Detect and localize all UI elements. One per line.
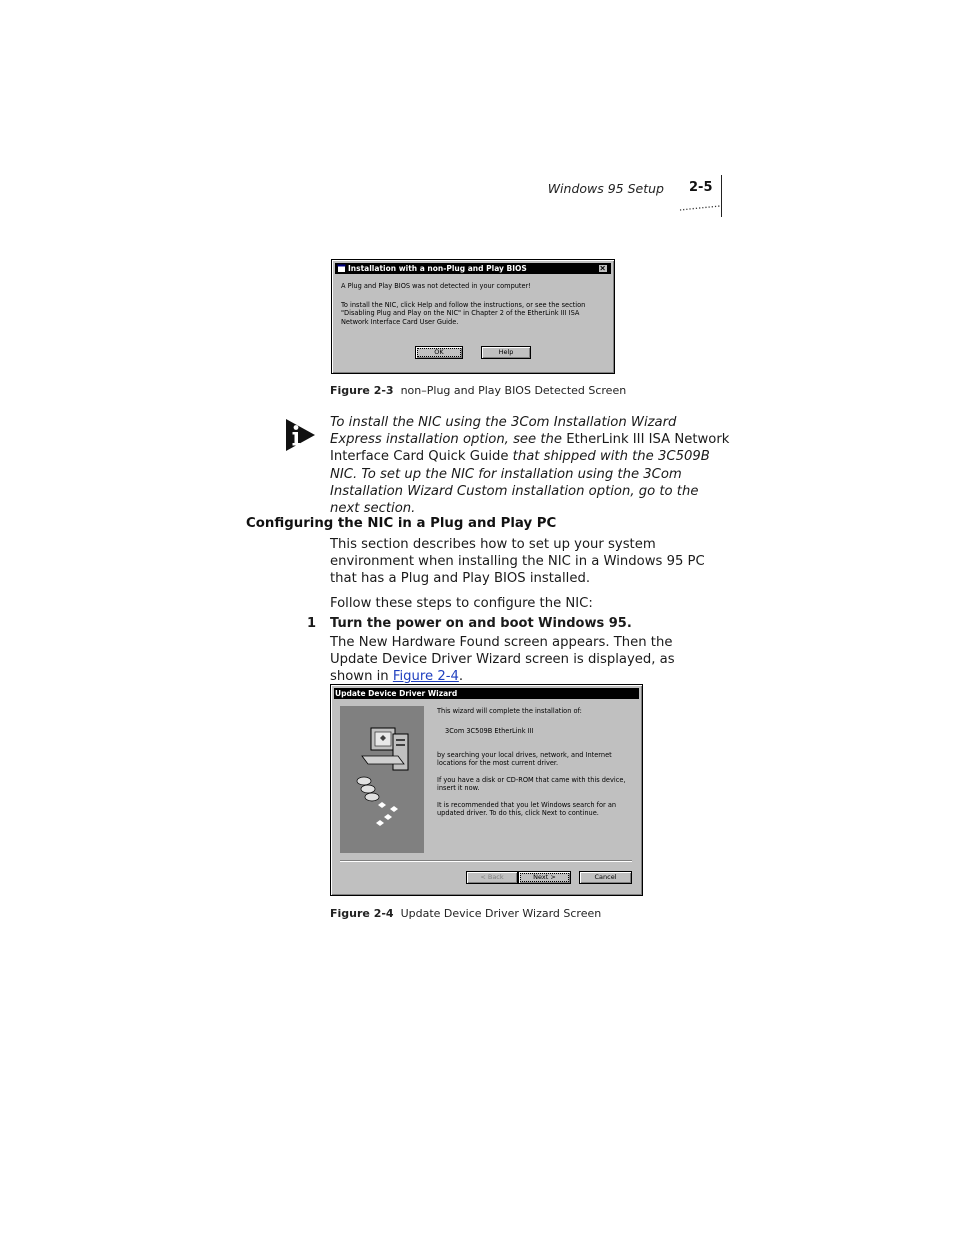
- ok-button[interactable]: OK: [415, 346, 463, 359]
- close-button[interactable]: [598, 264, 608, 273]
- steps-intro-paragraph: Follow these steps to configure the NIC:: [330, 596, 593, 611]
- wizard-illustration-panel: [340, 706, 424, 853]
- step-1-title: Turn the power on and boot Windows 95.: [330, 616, 632, 631]
- note-text-1: To install the NIC using the 3Com Installation Wizard Express installation option, see the: [330, 415, 677, 448]
- step-1-body: [330, 634, 720, 686]
- wizard-disk-text: If you have a disk or CD-ROM that came with this device, insert it now.: [437, 776, 626, 793]
- close-icon: [599, 265, 607, 272]
- non-pnp-bios-dialog: [331, 259, 615, 374]
- section-intro-paragraph: This section describes how to set up your system environment when installing the NIC in a Windows 95 PC that has a Plug and Play BIOS installed.: [330, 537, 705, 587]
- computer-wizard-icon: [340, 706, 424, 853]
- info-icon: [284, 418, 316, 452]
- wizard-search-text: by searching your local drives, network, and Internet locations for the most current driver.: [437, 751, 612, 768]
- step-1-number: 1: [307, 616, 317, 631]
- dialog-message-1: A Plug and Play BIOS was not detected in your computer!: [341, 282, 531, 290]
- figure-2-4-link[interactable]: Figure 2-4: [392, 669, 459, 685]
- wizard-title-bar: [334, 688, 639, 699]
- note-text-2: that shipped with the 3C509B NIC. To set up the NIC for installation using the 3Com Installation Wizard Custom installation option, go to the next section.: [330, 449, 710, 517]
- cancel-button[interactable]: Cancel: [579, 871, 632, 884]
- figure-2-4-label: Figure 2-4: [330, 907, 394, 920]
- step-1-body-end: .: [458, 669, 464, 685]
- dialog-title-bar: [335, 263, 611, 274]
- next-button[interactable]: Next >: [518, 871, 571, 884]
- figure-2-3-label: Figure 2-3: [330, 384, 394, 397]
- window-app-icon: [337, 264, 346, 273]
- install-note: [330, 414, 730, 517]
- dialog-message-2: To install the NIC, click Help and follow the instructions, or see the section "Disabling Plug and Play on the NIC" in Chapter 2 of the EtherLink III ISA Network Interface Card User Guide.: [341, 301, 586, 326]
- wizard-intro: This wizard will complete the installation of:: [437, 707, 582, 715]
- wizard-separator: [340, 860, 632, 862]
- dialog-title: Installation with a non-Plug and Play BIOS: [348, 264, 527, 273]
- wizard-device-name: 3Com 3C509B EtherLink III: [445, 727, 534, 735]
- figure-2-4-text: Update Device Driver Wizard Screen: [400, 907, 602, 920]
- header-dotted-rule: [679, 205, 721, 211]
- wizard-title: Update Device Driver Wizard: [335, 689, 458, 698]
- back-button[interactable]: < Back: [466, 871, 518, 884]
- figure-2-4-caption: [330, 907, 601, 920]
- header-rule: [721, 175, 722, 217]
- note-book-title: EtherLink III ISA Network Interface Card Quick Guide: [330, 432, 730, 465]
- step-1-body-text: The New Hardware Found screen appears. Then the Update Device Driver Wizard screen is displayed, as shown in: [330, 635, 675, 685]
- page-number: 2-5: [689, 180, 713, 195]
- running-header-title: Windows 95 Setup: [547, 181, 664, 196]
- wizard-recommend-text: It is recommended that you let Windows search for an updated driver. To do this, click Next to continue.: [437, 801, 617, 818]
- figure-2-3-text: non–Plug and Play BIOS Detected Screen: [400, 384, 627, 397]
- update-driver-wizard-dialog: [330, 684, 643, 896]
- help-button[interactable]: Help: [481, 346, 531, 359]
- section-heading: Configuring the NIC in a Plug and Play PC: [246, 516, 557, 531]
- figure-2-3-caption: [330, 384, 626, 397]
